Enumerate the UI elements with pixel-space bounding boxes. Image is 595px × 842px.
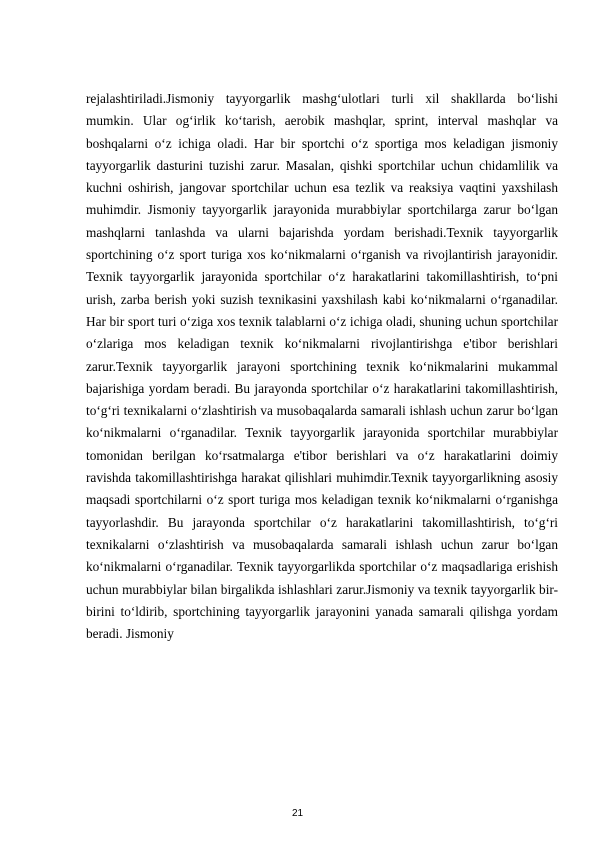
document-page — [86, 88, 558, 645]
body-paragraph: rejalashtiriladi.Jismoniy tayyorgarlik mashg‘ulotlari turli xil shakllarda bo‘lishi mumkin. Ular og‘irlik ko‘tarish, aerobik mashqlar, sprint, interval mashqlar va boshqalarni o‘z ichiga oladi. Har bir sportchi o‘z sportiga mos keladigan jismoniy tayyorgarlik dasturini tuzishi zarur. Masalan, qishki sportchilar uchun chidamlilik va kuchni oshirish, jangovar sportchilar uchun esa tezlik va reaksiya vaqtini yaxshilash muhimdir. Jismoniy tayyorgarlik jarayonida murabbiylar sportchilarga zarur bo‘lgan mashqlarni tanlashda va ularni bajarishda yordam berishadi.Texnik tayyorgarlik sportchining o‘z sport turiga xos ko‘nikmalarni o‘rganish va rivojlantirish jarayonidir. Texnik tayyorgarlik jarayonida sportchilar o‘z harakatlarini takomillashtirish, to‘pni urish, zarba berish yoki suzish texnikasini yaxshilash kabi ko‘nikmalarni o‘rganadilar. Har bir sport turi o‘ziga xos texnik talablarni o‘z ichiga oladi, shuning uchun sportchilar o‘zlariga mos keladigan texnik ko‘nikmalarni rivojlantirishga e'tibor berishlari zarur.Texnik tayyorgarlik jarayoni sportchining texnik ko‘nikmalarini mukammal bajarishiga yordam beradi. Bu jarayonda sportchilar o‘z harakatlarini takomillashtirish, to‘g‘ri texnikalarni o‘zlashtirish va musobaqalarda samarali ishlash uchun zarur bo‘lgan ko‘nikmalarni o‘rganadilar. Texnik tayyorgarlik jarayonida sportchilar murabbiylar tomonidan berilgan ko‘rsatmalarga e'tibor berishlari va o‘z harakatlarini doimiy ravishda takomillashtirishga harakat qilishlari muhimdir.Texnik tayyorgarlikning asosiy maqsadi sportchilarni o‘z sport turiga mos keladigan texnik ko‘nikmalarni o‘rganishga tayyorlashdir. Bu jarayonda sportchilar o‘z harakatlarini takomillashtirish, to‘g‘ri texnikalarni o‘zlashtirish va musobaqalarda samarali ishlash uchun zarur bo‘lgan ko‘nikmalarni o‘rganadilar. Texnik tayyorgarlikda sportchilar o‘z maqsadlariga erishish uchun murabbiylar bilan birgalikda ishlashlari zarur.Jismoniy va texnik tayyorgarlik bir-birini to‘ldirib, sportchining tayyorgarlik jarayonini yanada samarali qilishga yordam beradi. Jismoniy — [86, 91, 558, 642]
page-number: 21 — [291, 808, 304, 819]
